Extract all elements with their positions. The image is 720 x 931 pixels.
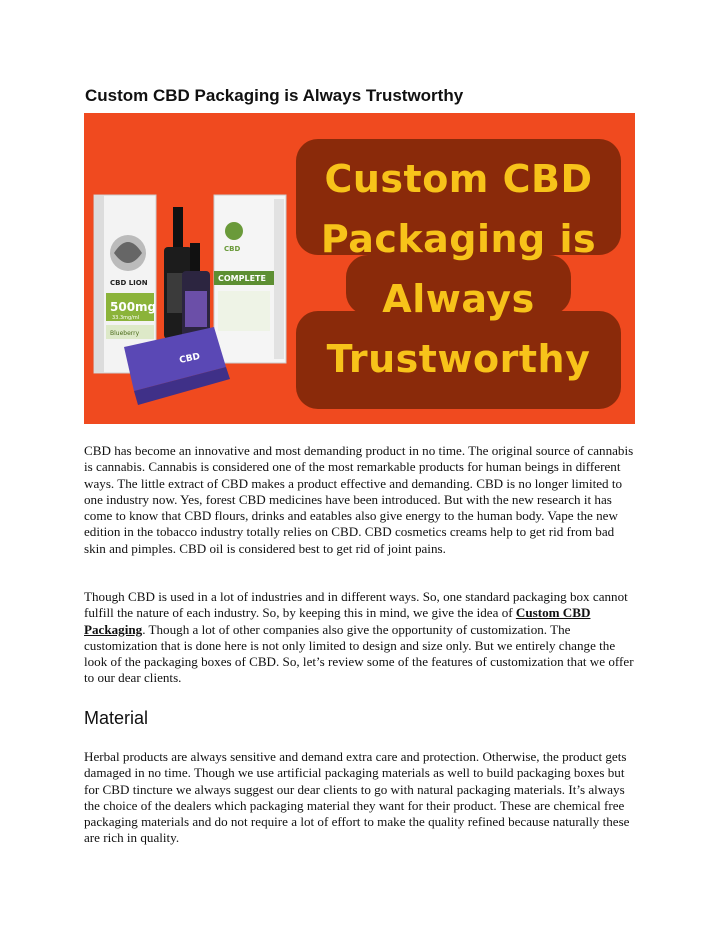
paragraph-customization <box>84 589 639 687</box>
custom-cbd-packaging-link[interactable]: Custom CBD Packaging <box>84 605 591 637</box>
paragraph-customization-end: . Though a lot of other companies also give the opportunity of customization. The customization that is done here is not only limited to design and size only. But we entirely change the look of the packaging boxes of CBD. So, let’s review some of the features of customization that we offer to our dear clients. <box>84 621 634 686</box>
section-heading-material: Material <box>84 708 149 728</box>
paragraph-material: Herbal products are always sensitive and demand extra care and protection. Otherwise, the product gets damaged in no time. Though we use artificial packaging materials as well to build packaging boxes but for CBD tincture we always suggest our dear clients to go with natural packaging materials. It’s always the choice of the dealers which packaging material they want for their product. These are chemical free packaging materials and do not require a lot of effort to make the quality refined because naturally these are rich in quality. <box>84 749 630 846</box>
paragraph-customization-start: Though CBD is used in a lot of industries and in different ways. So, one standard packaging box cannot fulfill the nature of each industry. So, by keeping this in mind, we give the idea of <box>84 589 628 621</box>
paragraph-intro: CBD has become an innovative and most demanding product in no time. The original source of cannabis is cannabis. Cannabis is considered one of the most remarkable products for human beings in different ways. The little extract of CBD makes a product effective and demanding. CBD is no longer limited to one industry now. Yes, forest CBD medicines have been introduced. But with the new research it has come to know that CBD flours, drinks and eatables also give energy to the human body. Vape the new edition in the tobacco industry totally relies on CBD. CBD cosmetics creams help to get rid from bad skin and pimples. CBD oil is considered best to get rid of joint pains. <box>84 443 634 556</box>
product-illustration <box>84 113 296 424</box>
cbd-complete-box <box>214 195 286 363</box>
left-box-brand: CBD LION <box>110 279 148 287</box>
banner-line-2: Packaging is <box>320 217 597 261</box>
banner-line-4: Trustworthy <box>326 337 591 381</box>
banner-line-3: Always <box>382 277 535 321</box>
left-box-flavor: Blueberry <box>110 330 140 337</box>
page-title: Custom CBD Packaging is Always Trustworthy <box>85 86 464 105</box>
small-box-brand: CBD <box>178 351 202 366</box>
banner-text-panel <box>296 139 621 409</box>
banner-line-1: Custom CBD <box>324 157 593 201</box>
left-box-strength: 500mg <box>110 300 157 314</box>
banner-image <box>84 113 635 424</box>
right-box-name: COMPLETE <box>218 274 266 283</box>
right-box-brand: CBD <box>224 245 241 253</box>
left-box-sub: 33.3mg/ml <box>112 315 140 321</box>
